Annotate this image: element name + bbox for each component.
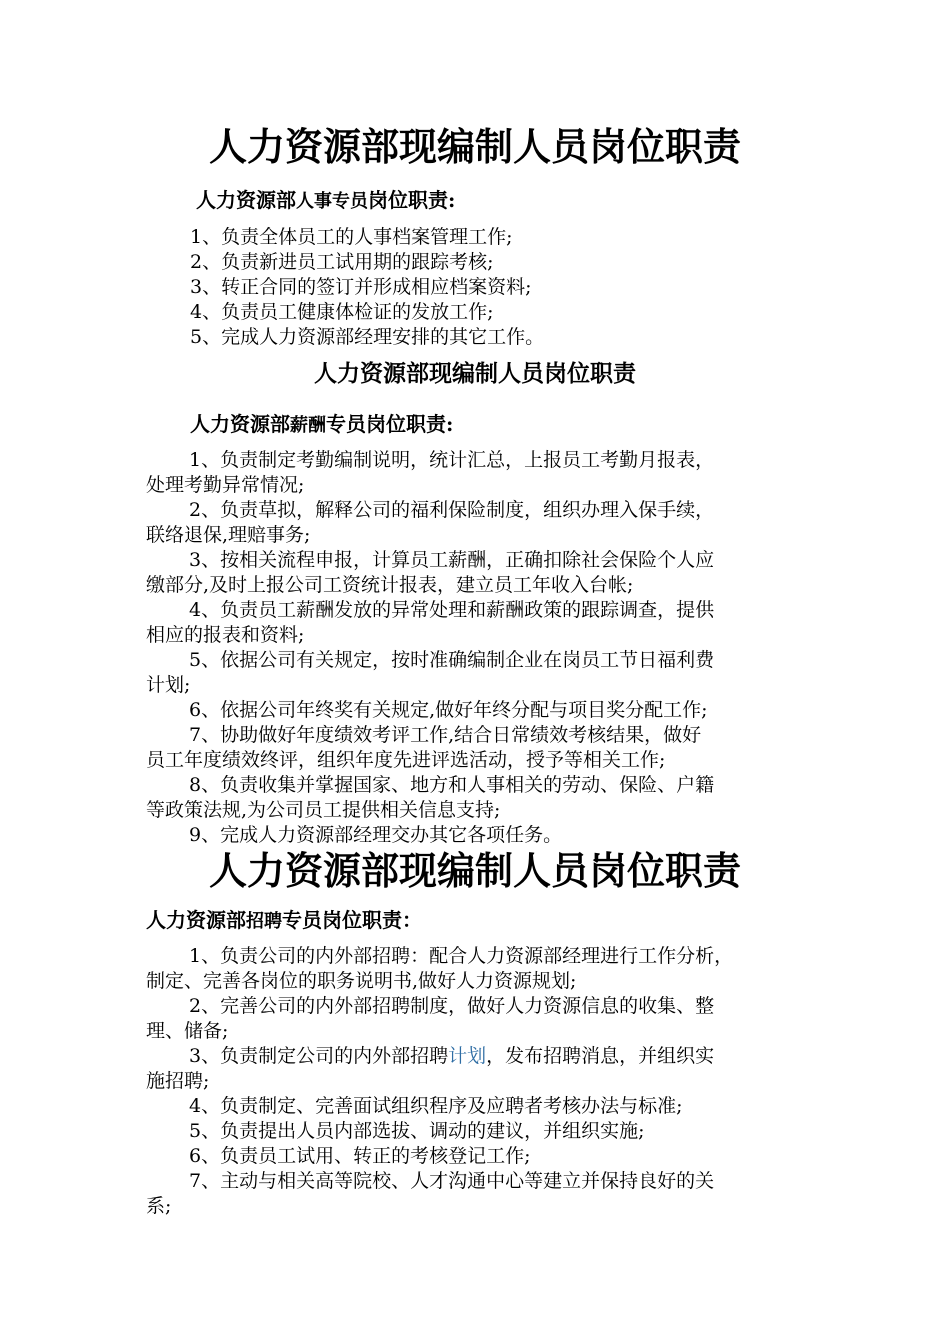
heading-suffix: 专员岗位职责： [282, 908, 422, 932]
list-item: 4、负责员工薪酬发放的异常处理和薪酬政策的跟踪调查，提供 [189, 599, 715, 621]
list-item-continuation: 计划; [146, 674, 191, 696]
list-item-text: 3、负责制定公司的内外部招聘 [189, 1045, 449, 1067]
list-item-continuation: 相应的报表和资料; [146, 624, 305, 646]
list-item [146, 1044, 826, 1069]
list-item-continuation: 联络退保,理赔事务; [146, 524, 311, 546]
list-item: 4、负责制定、完善面试组织程序及应聘者考核办法与标准; [189, 1095, 683, 1117]
list-item: 2、负责草拟，解释公司的福利保险制度，组织办理入保手续， [189, 499, 715, 521]
heading-role: 人事专员 [296, 191, 368, 212]
list-item-continuation: 系; [146, 1195, 172, 1217]
list-item: 1、负责全体员工的人事档案管理工作; [190, 226, 513, 248]
list-item: 2、完善公司的内外部招聘制度，做好人力资源信息的收集、整 [189, 995, 715, 1017]
list-item: 5、完成人力资源部经理安排的其它工作。 [190, 326, 545, 348]
payroll-specialist-duty-list [146, 448, 811, 848]
section-heading-hr-specialist [196, 186, 455, 216]
list-item-continuation: 理、储备; [146, 1020, 229, 1042]
heading-role: 薪酬 [290, 415, 326, 436]
heading-prefix: 人力资源部 [190, 412, 290, 436]
list-item: 9、完成人力资源部经理交办其它各项任务。 [189, 824, 563, 846]
list-item: 3、转正合同的签订并形成相应档案资料; [190, 276, 532, 298]
list-item-text: ，发布招聘消息，并组织实 [486, 1045, 715, 1067]
section-title: 人力资源部现编制人员岗位职责 [314, 360, 636, 387]
list-item-continuation: 施招聘; [146, 1070, 210, 1092]
list-item: 7、主动与相关高等院校、人才沟通中心等建立并保持良好的关 [189, 1170, 715, 1192]
heading-role: 招聘 [246, 911, 282, 932]
list-item: 6、依据公司年终奖有关规定,做好年终分配与项目奖分配工作; [189, 699, 708, 721]
list-item-continuation: 处理考勤异常情况; [146, 474, 305, 496]
list-item-continuation: 员工年度绩效终评，组织年度先进评选活动，授予等相关工作; [146, 749, 666, 771]
recruiting-specialist-duty-list [146, 944, 826, 1219]
section-heading-recruiting-specialist [146, 906, 422, 936]
list-item: 5、依据公司有关规定，按时准确编制企业在岗员工节日福利费 [189, 649, 715, 671]
list-item: 4、负责员工健康体检证的发放工作; [190, 301, 494, 323]
list-item: 5、负责提出人员内部选拔、调动的建议，并组织实施; [189, 1120, 645, 1142]
section-heading-payroll-specialist [190, 410, 453, 440]
document-title: 人力资源部现编制人员岗位职责 [208, 124, 741, 169]
heading-prefix: 人力资源部 [146, 908, 246, 932]
list-item: 1、负责公司的内外部招聘：配合人力资源部经理进行工作分析， [189, 945, 734, 967]
list-item: 7、协助做好年度绩效考评工作,结合日常绩效考核结果，做好 [189, 724, 702, 746]
heading-prefix: 人力资源部 [196, 188, 296, 212]
list-item: 3、按相关流程申报，计算员工薪酬，正确扣除社会保险个人应 [189, 549, 715, 571]
plan-link[interactable]: 计划 [448, 1045, 487, 1067]
list-item: 1、负责制定考勤编制说明，统计汇总，上报员工考勤月报表， [189, 449, 715, 471]
list-item: 2、负责新进员工试用期的跟踪考核; [190, 251, 494, 273]
heading-suffix: 专员岗位职责: [326, 412, 454, 436]
list-item: 6、负责员工试用、转正的考核登记工作; [189, 1145, 531, 1167]
hr-specialist-duty-list [190, 225, 544, 350]
list-item: 8、负责收集并掌握国家、地方和人事相关的劳动、保险、户籍 [189, 774, 715, 796]
heading-suffix: 岗位职责: [368, 188, 456, 212]
list-item-continuation: 缴部分,及时上报公司工资统计报表，建立员工年收入台帐; [146, 574, 634, 596]
section-big-title: 人力资源部现编制人员岗位职责 [208, 848, 741, 893]
list-item-continuation: 制定、完善各岗位的职务说明书,做好人力资源规划; [146, 970, 577, 992]
list-item-continuation: 等政策法规,为公司员工提供相关信息支持; [146, 799, 501, 821]
